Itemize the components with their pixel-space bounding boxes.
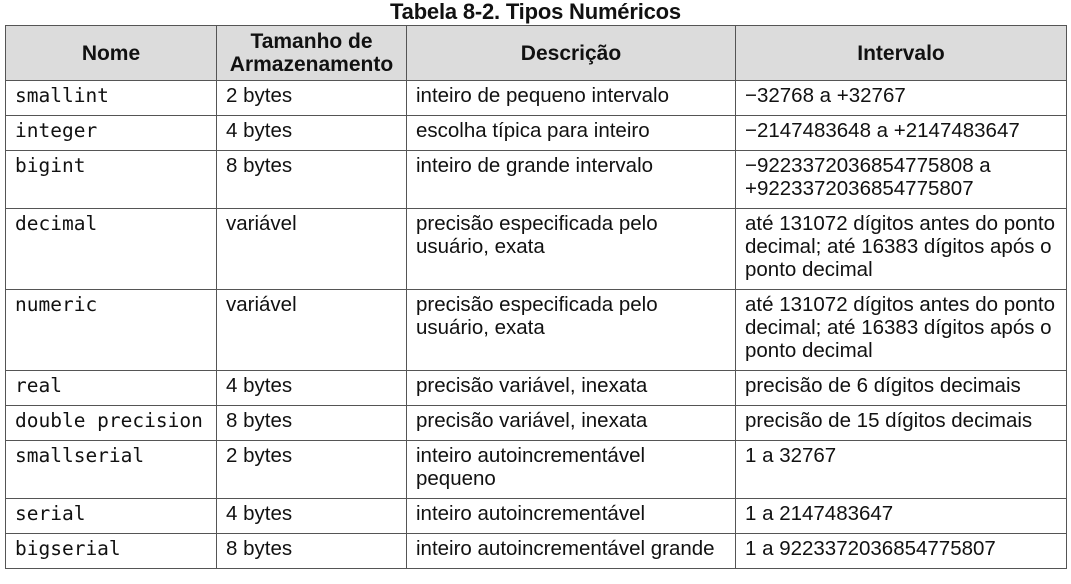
- cell-tamanho: 8 bytes: [217, 406, 407, 441]
- cell-nome: smallint: [6, 81, 217, 116]
- cell-nome: decimal: [6, 209, 217, 290]
- table-row: [6, 209, 1067, 290]
- table-row: [6, 534, 1067, 569]
- cell-descricao: inteiro autoincrementável: [407, 499, 736, 534]
- numeric-types-table: [5, 25, 1067, 569]
- header-row: [6, 26, 1067, 81]
- cell-intervalo: −32768 a +32767: [736, 81, 1067, 116]
- cell-nome: real: [6, 371, 217, 406]
- cell-intervalo: até 131072 dígitos antes do ponto decimal; até 16383 dígitos após o ponto decimal: [736, 290, 1067, 371]
- cell-descricao: inteiro autoincrementável grande: [407, 534, 736, 569]
- cell-descricao: precisão especificada pelo usuário, exata: [407, 290, 736, 371]
- cell-intervalo: 1 a 32767: [736, 441, 1067, 499]
- cell-nome: serial: [6, 499, 217, 534]
- cell-intervalo: precisão de 6 dígitos decimais: [736, 371, 1067, 406]
- cell-descricao: precisão variável, inexata: [407, 371, 736, 406]
- table-row: [6, 441, 1067, 499]
- cell-nome: numeric: [6, 290, 217, 371]
- table-row: [6, 116, 1067, 151]
- table-row: [6, 81, 1067, 116]
- cell-intervalo: −2147483648 a +2147483647: [736, 116, 1067, 151]
- table-row: [6, 406, 1067, 441]
- cell-intervalo: precisão de 15 dígitos decimais: [736, 406, 1067, 441]
- cell-intervalo: −9223372036854775808 a +9223372036854775807: [736, 151, 1067, 209]
- cell-tamanho: 4 bytes: [217, 499, 407, 534]
- cell-tamanho: variável: [217, 290, 407, 371]
- cell-nome: integer: [6, 116, 217, 151]
- header-tamanho: Tamanho de Armazenamento: [217, 26, 407, 81]
- cell-nome: double precision: [6, 406, 217, 441]
- cell-intervalo: até 131072 dígitos antes do ponto decimal; até 16383 dígitos após o ponto decimal: [736, 209, 1067, 290]
- cell-nome: bigint: [6, 151, 217, 209]
- cell-tamanho: 2 bytes: [217, 441, 407, 499]
- cell-nome: smallserial: [6, 441, 217, 499]
- header-intervalo: Intervalo: [736, 26, 1067, 81]
- cell-tamanho: 8 bytes: [217, 151, 407, 209]
- table-row: [6, 371, 1067, 406]
- table-row: [6, 151, 1067, 209]
- cell-tamanho: 8 bytes: [217, 534, 407, 569]
- table-row: [6, 499, 1067, 534]
- cell-descricao: precisão especificada pelo usuário, exata: [407, 209, 736, 290]
- cell-tamanho: 4 bytes: [217, 371, 407, 406]
- cell-nome: bigserial: [6, 534, 217, 569]
- cell-intervalo: 1 a 2147483647: [736, 499, 1067, 534]
- cell-tamanho: 2 bytes: [217, 81, 407, 116]
- cell-descricao: inteiro autoincrementável pequeno: [407, 441, 736, 499]
- table-caption: Tabela 8-2. Tipos Numéricos: [390, 0, 681, 24]
- cell-descricao: inteiro de pequeno intervalo: [407, 81, 736, 116]
- cell-descricao: inteiro de grande intervalo: [407, 151, 736, 209]
- header-descricao: Descrição: [407, 26, 736, 81]
- cell-descricao: precisão variável, inexata: [407, 406, 736, 441]
- cell-descricao: escolha típica para inteiro: [407, 116, 736, 151]
- table-row: [6, 290, 1067, 371]
- cell-tamanho: variável: [217, 209, 407, 290]
- cell-intervalo: 1 a 9223372036854775807: [736, 534, 1067, 569]
- cell-tamanho: 4 bytes: [217, 116, 407, 151]
- header-nome: Nome: [6, 26, 217, 81]
